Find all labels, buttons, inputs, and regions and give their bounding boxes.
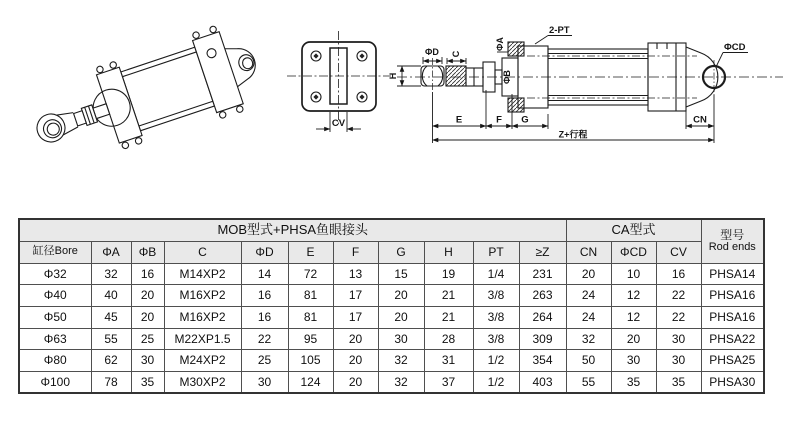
value-cell: 30 (611, 350, 656, 372)
value-cell: M16XP2 (164, 285, 241, 307)
table-row (19, 263, 764, 285)
column-header: CN (566, 241, 611, 263)
value-cell: 3/8 (473, 306, 519, 328)
value-cell: 32 (378, 371, 424, 393)
value-cell: 20 (131, 285, 164, 307)
value-cell: 30 (131, 350, 164, 372)
value-cell: 15 (378, 263, 424, 285)
table-group-header-row (19, 219, 764, 241)
value-cell: 28 (424, 328, 473, 350)
value-cell: 95 (288, 328, 333, 350)
value-cell: 263 (519, 285, 566, 307)
value-cell: 32 (566, 328, 611, 350)
value-cell: 20 (566, 263, 611, 285)
group-header-model (701, 219, 764, 263)
table-row (19, 285, 764, 307)
column-header: ΦB (131, 241, 164, 263)
h-label: H (388, 72, 398, 80)
rod-end-cell: PHSA25 (701, 350, 764, 372)
value-cell: 22 (656, 306, 701, 328)
value-cell: 72 (288, 263, 333, 285)
table-row (19, 371, 764, 393)
bore-cell: Φ80 (19, 350, 91, 372)
value-cell: M16XP2 (164, 306, 241, 328)
value-cell: 24 (566, 306, 611, 328)
value-cell: 62 (91, 350, 131, 372)
value-cell: 30 (378, 328, 424, 350)
g-dim-label: G (521, 114, 529, 126)
side-rod-end-ball (421, 58, 444, 92)
value-cell: 12 (611, 306, 656, 328)
rod-end-cell: PHSA16 (701, 306, 764, 328)
value-cell: 231 (519, 263, 566, 285)
column-header: CV (656, 241, 701, 263)
phib-label: ΦB (502, 70, 512, 84)
phid-label: ΦD (425, 47, 439, 57)
value-cell: 30 (656, 350, 701, 372)
column-header: C (164, 241, 241, 263)
value-cell: 354 (519, 350, 566, 372)
value-cell: M24XP2 (164, 350, 241, 372)
value-cell: 14 (241, 263, 288, 285)
value-cell: M30XP2 (164, 371, 241, 393)
value-cell: 20 (333, 350, 378, 372)
value-cell: 22 (656, 285, 701, 307)
value-cell: 20 (333, 371, 378, 393)
bore-cell: Φ63 (19, 328, 91, 350)
table-row (19, 328, 764, 350)
value-cell: 10 (611, 263, 656, 285)
column-header: ΦA (91, 241, 131, 263)
value-cell: 13 (333, 263, 378, 285)
z-stroke-label: Z+行程 (558, 129, 588, 140)
value-cell: 20 (611, 328, 656, 350)
column-header: 缸径Bore (19, 241, 91, 263)
model-header-en: Rod ends (708, 240, 756, 253)
cv-label: CV (331, 118, 346, 129)
column-header: ΦCD (611, 241, 656, 263)
table-row (19, 350, 764, 372)
column-header: ΦD (241, 241, 288, 263)
pt-label: 2-PT (549, 25, 570, 36)
value-cell: 25 (131, 328, 164, 350)
column-header: E (288, 241, 333, 263)
c-label: C (451, 50, 461, 58)
column-header: G (378, 241, 424, 263)
column-header: ≥Z (519, 241, 566, 263)
value-cell: 55 (91, 328, 131, 350)
rod-end-cell: PHSA22 (701, 328, 764, 350)
value-cell: 16 (241, 306, 288, 328)
value-cell: 17 (333, 306, 378, 328)
table-column-header-row (19, 241, 764, 263)
value-cell: 40 (91, 285, 131, 307)
side-port-bottom (508, 98, 524, 112)
value-cell: 309 (519, 328, 566, 350)
value-cell: 264 (519, 306, 566, 328)
value-cell: 124 (288, 371, 333, 393)
value-cell: 50 (566, 350, 611, 372)
value-cell: 32 (378, 350, 424, 372)
cylinder-side-view (388, 25, 783, 143)
value-cell: 12 (611, 285, 656, 307)
value-cell: M14XP2 (164, 263, 241, 285)
value-cell: 24 (566, 285, 611, 307)
value-cell: 31 (424, 350, 473, 372)
value-cell: 55 (566, 371, 611, 393)
value-cell: 45 (91, 306, 131, 328)
phicd-label: ΦCD (724, 42, 746, 53)
bore-cell: Φ50 (19, 306, 91, 328)
value-cell: 20 (378, 285, 424, 307)
value-cell: 30 (656, 328, 701, 350)
value-cell: 3/8 (473, 328, 519, 350)
phia-label: ΦA (495, 37, 505, 51)
value-cell: 32 (91, 263, 131, 285)
f-dim-label: F (496, 114, 502, 126)
rod-end-cell: PHSA30 (701, 371, 764, 393)
value-cell: 21 (424, 306, 473, 328)
value-cell: 35 (611, 371, 656, 393)
value-cell: 403 (519, 371, 566, 393)
value-cell: 30 (241, 371, 288, 393)
value-cell: 21 (424, 285, 473, 307)
rod-end-cell: PHSA14 (701, 263, 764, 285)
value-cell: 81 (288, 285, 333, 307)
e-dim-label: E (455, 114, 463, 126)
group-header-ca: CA型式 (566, 219, 701, 241)
value-cell: 16 (241, 285, 288, 307)
value-cell: 17 (333, 285, 378, 307)
technical-drawings (0, 0, 790, 212)
model-header-cn: 型号 (720, 228, 745, 243)
rod-end-cell: PHSA16 (701, 285, 764, 307)
isometric-cylinder-view (23, 17, 268, 175)
value-cell: 16 (656, 263, 701, 285)
flange-bolt-holes (311, 51, 367, 102)
column-header: PT (473, 241, 519, 263)
column-header: H (424, 241, 473, 263)
side-dimensions (397, 36, 748, 144)
value-cell: 25 (241, 350, 288, 372)
value-cell: 105 (288, 350, 333, 372)
value-cell: 20 (131, 306, 164, 328)
group-header-mob-phsa: MOB型式+PHSA鱼眼接头 (19, 219, 566, 241)
column-header: F (333, 241, 378, 263)
bore-cell: Φ32 (19, 263, 91, 285)
value-cell: 19 (424, 263, 473, 285)
value-cell: 1/2 (473, 350, 519, 372)
value-cell: 1/2 (473, 371, 519, 393)
value-cell: 78 (91, 371, 131, 393)
value-cell: 22 (241, 328, 288, 350)
bore-cell: Φ100 (19, 371, 91, 393)
iso-rod-end-eye (33, 110, 68, 145)
side-port-top (508, 42, 524, 56)
cn-dim-label: CN (693, 114, 707, 126)
dimension-table (18, 218, 765, 394)
value-cell: M22XP1.5 (164, 328, 241, 350)
value-cell: 20 (378, 306, 424, 328)
flange-front-view (287, 31, 391, 132)
value-cell: 81 (288, 306, 333, 328)
value-cell: 20 (333, 328, 378, 350)
value-cell: 16 (131, 263, 164, 285)
value-cell: 35 (131, 371, 164, 393)
value-cell: 37 (424, 371, 473, 393)
table-row (19, 306, 764, 328)
value-cell: 35 (656, 371, 701, 393)
side-thread-section (446, 66, 466, 86)
value-cell: 1/4 (473, 263, 519, 285)
bore-cell: Φ40 (19, 285, 91, 307)
value-cell: 3/8 (473, 285, 519, 307)
